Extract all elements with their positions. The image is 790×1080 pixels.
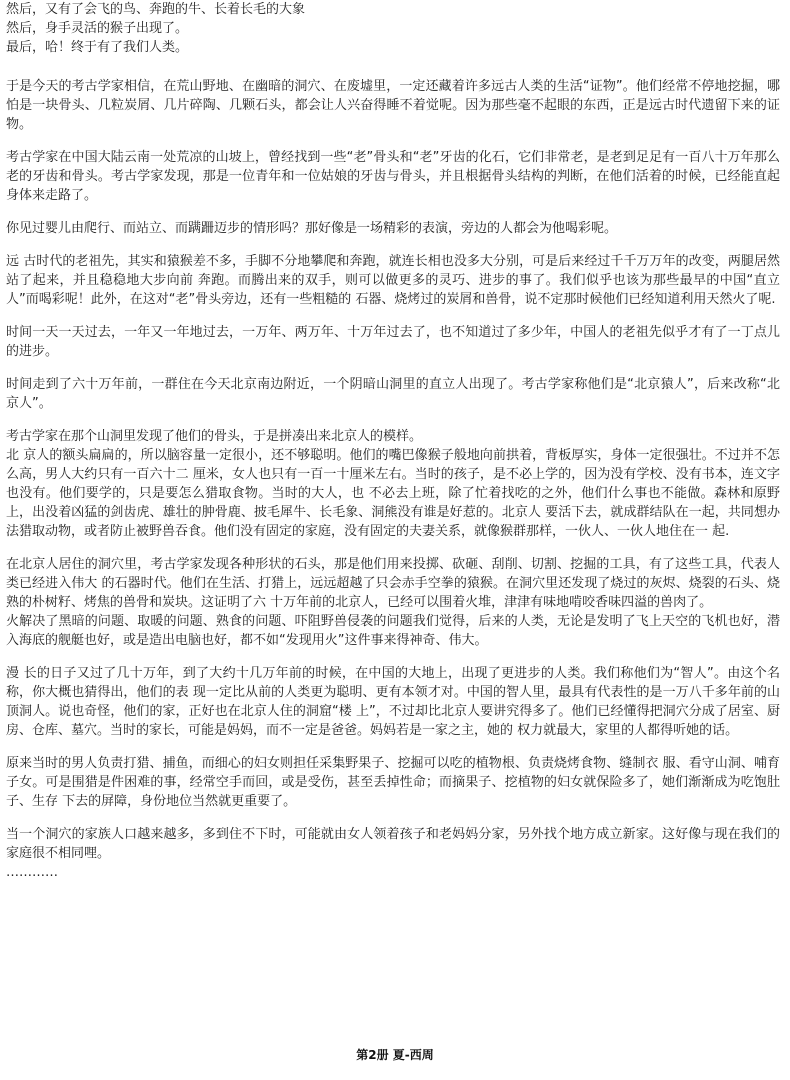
paragraph: 考古学家在中国大陆云南一处荒凉的山坡上，曾经找到一些“老”骨头和“老”牙齿的化石，它们非常老，是老到足足有一百八十万年那么老的牙齿和骨头。考古学家发现，那是一位青年和一位姑娘的牙齿与骨头，并且根据骨头结构的判断，在他们活着的时候，已经能直起身体来走路了。 xyxy=(6,150,780,203)
paragraph: 时间一天一天过去，一年又一年地过去，一万年、两万年、十万年过去了，也不知道过了多少年，中国人的老祖先似乎才有了一丁点儿的进步。 xyxy=(6,325,780,359)
intro-line: 然后，身手灵活的猴子出现了。 xyxy=(6,21,189,36)
paragraph: 于是今天的考古学家相信，在荒山野地、在幽暗的洞穴、在废墟里，一定还藏着许多远古人类的生活“证物”。他们经常不停地挖掘，哪怕是一块骨头、几粒炭屑、几片碎陶、几颗石头，都会让人兴奋得睡不着觉呢。因为那些毫不起眼的东西，正是远古时代遗留下来的证物。 xyxy=(6,79,780,132)
paragraph: 原来当时的男人负责打猎、捕鱼，而细心的妇女则担任采集野果子、挖掘可以吃的植物根、负责烧烤食物、缝制衣 服、看守山洞、哺育子女。可是围猎是件困难的事，经常空手而回，或是受伤，甚至丢掉性命；而摘果子、挖植物的妇女就保险多了，她们渐渐成为吃饱肚子、生存 下去的屏障，身份地位当然就更重要了。 xyxy=(6,756,780,809)
intro-block xyxy=(6,0,780,57)
paragraph: 当一个洞穴的家族人口越来越多，多到住不下时，可能就由女人领着孩子和老妈妈分家，另外找个地方成立新家。这好像与现在我们的家庭很不相同哩。 ………… xyxy=(6,827,780,880)
paragraph: 时间走到了六十万年前，一群住在今天北京南边附近，一个阴暗山洞里的直立人出现了。考古学家称他们是“北京猿人”，后来改称“北京人”。 xyxy=(6,377,780,411)
paragraph: 远 古时代的老祖先，其实和猿猴差不多，手脚不分地攀爬和奔跑，就连长相也没多大分别，可是后来经过千千万万年的改变，两腿居然站了起来，并且稳稳地大步向前 奔跑。而腾出来的双手，则可以做更多的灵巧、进步的事了。我们似乎也该为那些最早的中国“直立人”而喝彩呢！此外，在这对“老”骨头旁边，还有一些粗糙的 石器、烧烤过的炭屑和兽骨，说不定那时候他们已经知道利用天然火了呢. xyxy=(6,254,780,307)
paragraph: 考古学家在那个山洞里发现了他们的骨头，于是拼凑出来北京人的模样。 北 京人的额头扁扁的，所以脑容量一定很小，还不够聪明。他们的嘴巴像猴子般地向前拱着，背板厚实，身体一定很强壮。不过并不怎么高，男人大约只有一百六十二 厘米，女人也只有一百一十厘米左右。当时的孩子，是不必上学的，因为没有学校、没有书本，连文字也没有。他们要学的，只是要怎么猎取食物。当时的大人，也 不必去上班，除了忙着找吃的之外，他们什么事也不能做。森林和原野上，出没着凶猛的剑齿虎、雄壮的肿骨鹿、披毛犀牛、长毛象、洞熊没有谁是好惹的。北京人 要活下去，就成群结队在一起，共同想办法猎取动物，或者防止被野兽吞食。他们没有固定的家庭，没有固定的夫妻关系，就像猴群那样，一伙人、一伙人地住在一 起. xyxy=(6,429,780,539)
intro-line: 最后，哈！终于有了我们人类。 xyxy=(6,40,189,55)
intro-line: 然后，又有了会飞的鸟、奔跑的牛、长着长毛的大象 xyxy=(6,2,306,17)
article-body xyxy=(6,0,780,882)
page-footer: 第2册 夏-西周 xyxy=(356,1048,434,1062)
paragraph: 漫 长的日子又过了几十万年，到了大约十几万年前的时候，在中国的大地上，出现了更进步的人类。我们称他们为“智人”。由这个名称，你大概也猜得出，他们的表 现一定比从前的人类更为聪明、更有本领才对。中国的智人里，最具有代表性的是一万八千多年前的山顶洞人。说也奇怪，他们的家，正好也在北京人住的洞窟“楼 上”，不过却比北京人要讲究得多了。他们已经懂得把洞穴分成了居室、厨房、仓库、墓穴。当时的家长，可能是妈妈，而不一定是爸爸。妈妈若是一家之主，她的 权力就最大，家里的人都得听她的话。 xyxy=(6,666,780,738)
paragraph: 你见过婴儿由爬行、而站立、而蹒跚迈步的情形吗？那好像是一场精彩的表演，旁边的人都会为他喝彩呢。 xyxy=(6,221,618,236)
paragraph: 在北京人居住的洞穴里，考古学家发现各种形状的石头，那是他们用来投掷、砍砸、刮削、切割、挖掘的工具，有了这些工具，代表人类已经进入伟大 的石器时代。他们在生活、打猎上，远远超越了只会赤手空拳的猿猴。在洞穴里还发现了烧过的灰烬、烧裂的石头、烧熟的朴树籽、烤焦的兽骨和炭块。这证明了六 十万年前的北京人，已经可以围着火堆，津津有味地啃咬香味四溢的兽肉了。 火解决了黑暗的问题、取暖的问题、熟食的问题、吓阻野兽侵袭的问题我们觉得，后来的人类，无论是发明了飞上天空的飞机也好，潜入海底的舰艇也好，或是造出电脑也好，都不如“发现用火”这件事来得神奇、伟大。 xyxy=(6,557,780,648)
